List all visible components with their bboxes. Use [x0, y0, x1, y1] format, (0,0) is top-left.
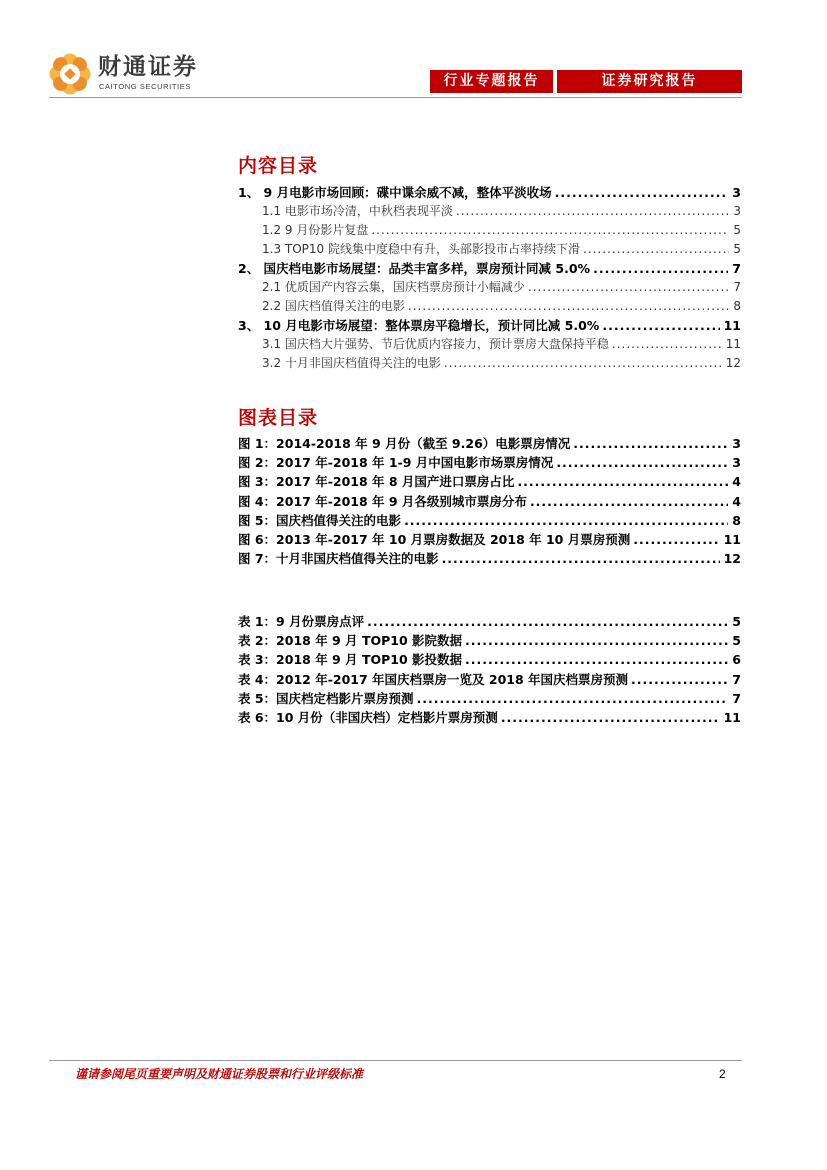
dot-leader	[501, 708, 720, 727]
toc-entry-label: 3.1 国庆档大片强势、节后优质内容接力，预计票房大盘保持平稳	[262, 337, 609, 351]
dot-leader	[583, 240, 729, 259]
toc-entry-page: 7	[732, 261, 741, 276]
figure-entry-5[interactable]	[238, 511, 741, 530]
figure-entry-label: 图 6：2013 年-2017 年 10 月票房数据及 2018 年 10 月票房预测	[238, 531, 631, 547]
figure-entry-7[interactable]	[238, 549, 741, 568]
footer-disclaimer: 谨请参阅尾页重要声明及财通证券股票和行业评级标准	[75, 1067, 364, 1081]
dot-leader	[417, 689, 729, 708]
dot-leader	[404, 511, 728, 530]
page-number: 2	[719, 1067, 726, 1081]
dot-leader	[367, 612, 728, 631]
toc-entry-section-3-1[interactable]	[238, 335, 741, 354]
dot-leader	[465, 631, 728, 650]
table-entry-1[interactable]	[238, 612, 741, 631]
report-category-tag: 证券研究报告	[557, 70, 742, 93]
toc-entry-page: 3	[732, 185, 741, 200]
table-entry-label: 表 3：2018 年 9 月 TOP10 影投数据	[238, 652, 463, 668]
figures-list	[238, 434, 741, 568]
table-entry-label: 表 5：国庆档定档影片票房预测	[238, 690, 414, 706]
table-entry-4[interactable]	[238, 670, 741, 689]
figures-heading: 图表目录	[238, 407, 319, 429]
dot-leader	[633, 530, 719, 549]
dot-leader	[528, 278, 729, 297]
dot-leader	[631, 670, 728, 689]
figure-entry-page: 3	[732, 455, 741, 471]
figure-entry-label: 图 3：2017 年-2018 年 8 月国产进口票房占比	[238, 474, 515, 490]
toc-entry-page: 11	[725, 337, 741, 351]
figure-entry-page: 3	[732, 436, 741, 451]
logo-chinese-name: 财通证券	[98, 54, 198, 80]
dot-leader	[465, 650, 728, 669]
figure-entry-6[interactable]	[238, 530, 741, 549]
table-entry-label: 表 2：2018 年 9 月 TOP10 影院数据	[238, 633, 463, 649]
dot-leader	[444, 354, 722, 373]
toc-entry-section-3[interactable]	[238, 316, 741, 335]
toc-entry-page: 11	[723, 318, 741, 333]
table-entry-2[interactable]	[238, 631, 741, 650]
table-entry-page: 5	[732, 614, 741, 629]
figure-entry-page: 11	[723, 531, 741, 547]
dot-leader	[442, 549, 720, 568]
company-logo	[48, 52, 218, 96]
toc-entry-label: 2.1 优质国产内容云集，国庆档票房预计小幅减少	[262, 280, 525, 294]
report-type-tag: 行业专题报告	[430, 70, 553, 93]
logo-english-name: CAITONG SECURITIES	[99, 82, 191, 91]
toc-entry-label: 2.2 国庆档值得关注的电影	[262, 299, 405, 313]
toc-entry-section-1-2[interactable]	[238, 221, 741, 240]
toc-entry-page: 5	[733, 242, 741, 256]
table-entry-page: 6	[732, 652, 741, 668]
table-entry-5[interactable]	[238, 689, 741, 708]
toc-entry-section-2[interactable]	[238, 259, 741, 278]
toc-entry-page: 7	[733, 280, 741, 294]
figure-entry-label: 图 7：十月非国庆档值得关注的电影	[238, 551, 439, 567]
dot-leader	[530, 492, 728, 511]
dot-leader	[556, 453, 728, 472]
toc-entry-section-1[interactable]	[238, 183, 741, 202]
toc-entry-section-2-2[interactable]	[238, 297, 741, 316]
toc-entry-page: 12	[725, 356, 741, 370]
toc-entry-page: 8	[733, 299, 741, 313]
header-divider	[49, 97, 742, 98]
toc-entry-section-1-1[interactable]	[238, 202, 741, 221]
figure-entry-label: 图 2：2017 年-2018 年 1-9 月中国电影市场票房情况	[238, 455, 554, 471]
dot-leader	[371, 221, 729, 240]
toc-entry-label: 2、 国庆档电影市场展望：品类丰富多样，票房预计同减 5.0%	[238, 261, 591, 276]
dot-leader	[456, 202, 729, 221]
contents-heading: 内容目录	[238, 155, 319, 177]
figure-entry-2[interactable]	[238, 453, 741, 472]
toc-entry-section-2-1[interactable]	[238, 278, 741, 297]
toc-entry-label: 1、 9 月电影市场回顾：碟中谍余威不减，整体平淡收场	[238, 185, 552, 200]
dot-leader	[612, 335, 722, 354]
figure-entry-page: 4	[732, 493, 741, 509]
figure-entry-page: 8	[732, 512, 741, 528]
table-entry-page: 5	[732, 633, 741, 649]
toc-entry-page: 3	[733, 204, 741, 218]
figure-entry-label: 图 1：2014-2018 年 9 月份（截至 9.26）电影票房情况	[238, 436, 571, 451]
dot-leader	[408, 297, 729, 316]
table-entry-label: 表 4：2012 年-2017 年国庆档票房一览及 2018 年国庆档票房预测	[238, 671, 629, 687]
figure-entry-page: 12	[723, 551, 741, 567]
figure-entry-label: 图 5：国庆档值得关注的电影	[238, 512, 402, 528]
toc-entry-label: 3.2 十月非国庆档值得关注的电影	[262, 356, 441, 370]
toc-entry-label: 1.2 9 月份影片复盘	[262, 223, 369, 237]
table-entry-label: 表 6：10 月份（非国庆档）定档影片票房预测	[238, 709, 498, 725]
toc-entry-label: 3、 10 月电影市场展望：整体票房平稳增长，预计同比减 5.0%	[238, 318, 600, 333]
toc-entry-page: 5	[733, 223, 741, 237]
table-entry-page: 11	[723, 709, 741, 725]
caitong-emblem-icon	[48, 52, 92, 96]
figure-entry-page: 4	[732, 474, 741, 490]
toc-entry-label: 1.3 TOP10 院线集中度稳中有升，头部影投市占率持续下滑	[262, 242, 580, 256]
figure-entry-1[interactable]	[238, 434, 741, 453]
figure-entry-4[interactable]	[238, 492, 741, 511]
tables-list	[238, 612, 741, 727]
figure-entry-3[interactable]	[238, 472, 741, 491]
toc-entry-section-3-2[interactable]	[238, 354, 741, 373]
contents-list	[238, 183, 741, 373]
table-entry-label: 表 1：9 月份票房点评	[238, 614, 365, 629]
figure-entry-label: 图 4：2017 年-2018 年 9 月各级别城市票房分布	[238, 493, 527, 509]
dot-leader	[602, 316, 719, 335]
table-entry-page: 7	[732, 690, 741, 706]
toc-entry-label: 1.1 电影市场冷清，中秋档表现平淡	[262, 204, 453, 218]
toc-entry-section-1-3[interactable]	[238, 240, 741, 259]
table-entry-page: 7	[732, 671, 741, 687]
dot-leader	[573, 434, 728, 453]
dot-leader	[593, 259, 728, 278]
dot-leader	[555, 183, 729, 202]
table-entry-3[interactable]	[238, 650, 741, 669]
footer-divider	[49, 1060, 742, 1061]
dot-leader	[517, 472, 728, 491]
table-entry-6[interactable]	[238, 708, 741, 727]
